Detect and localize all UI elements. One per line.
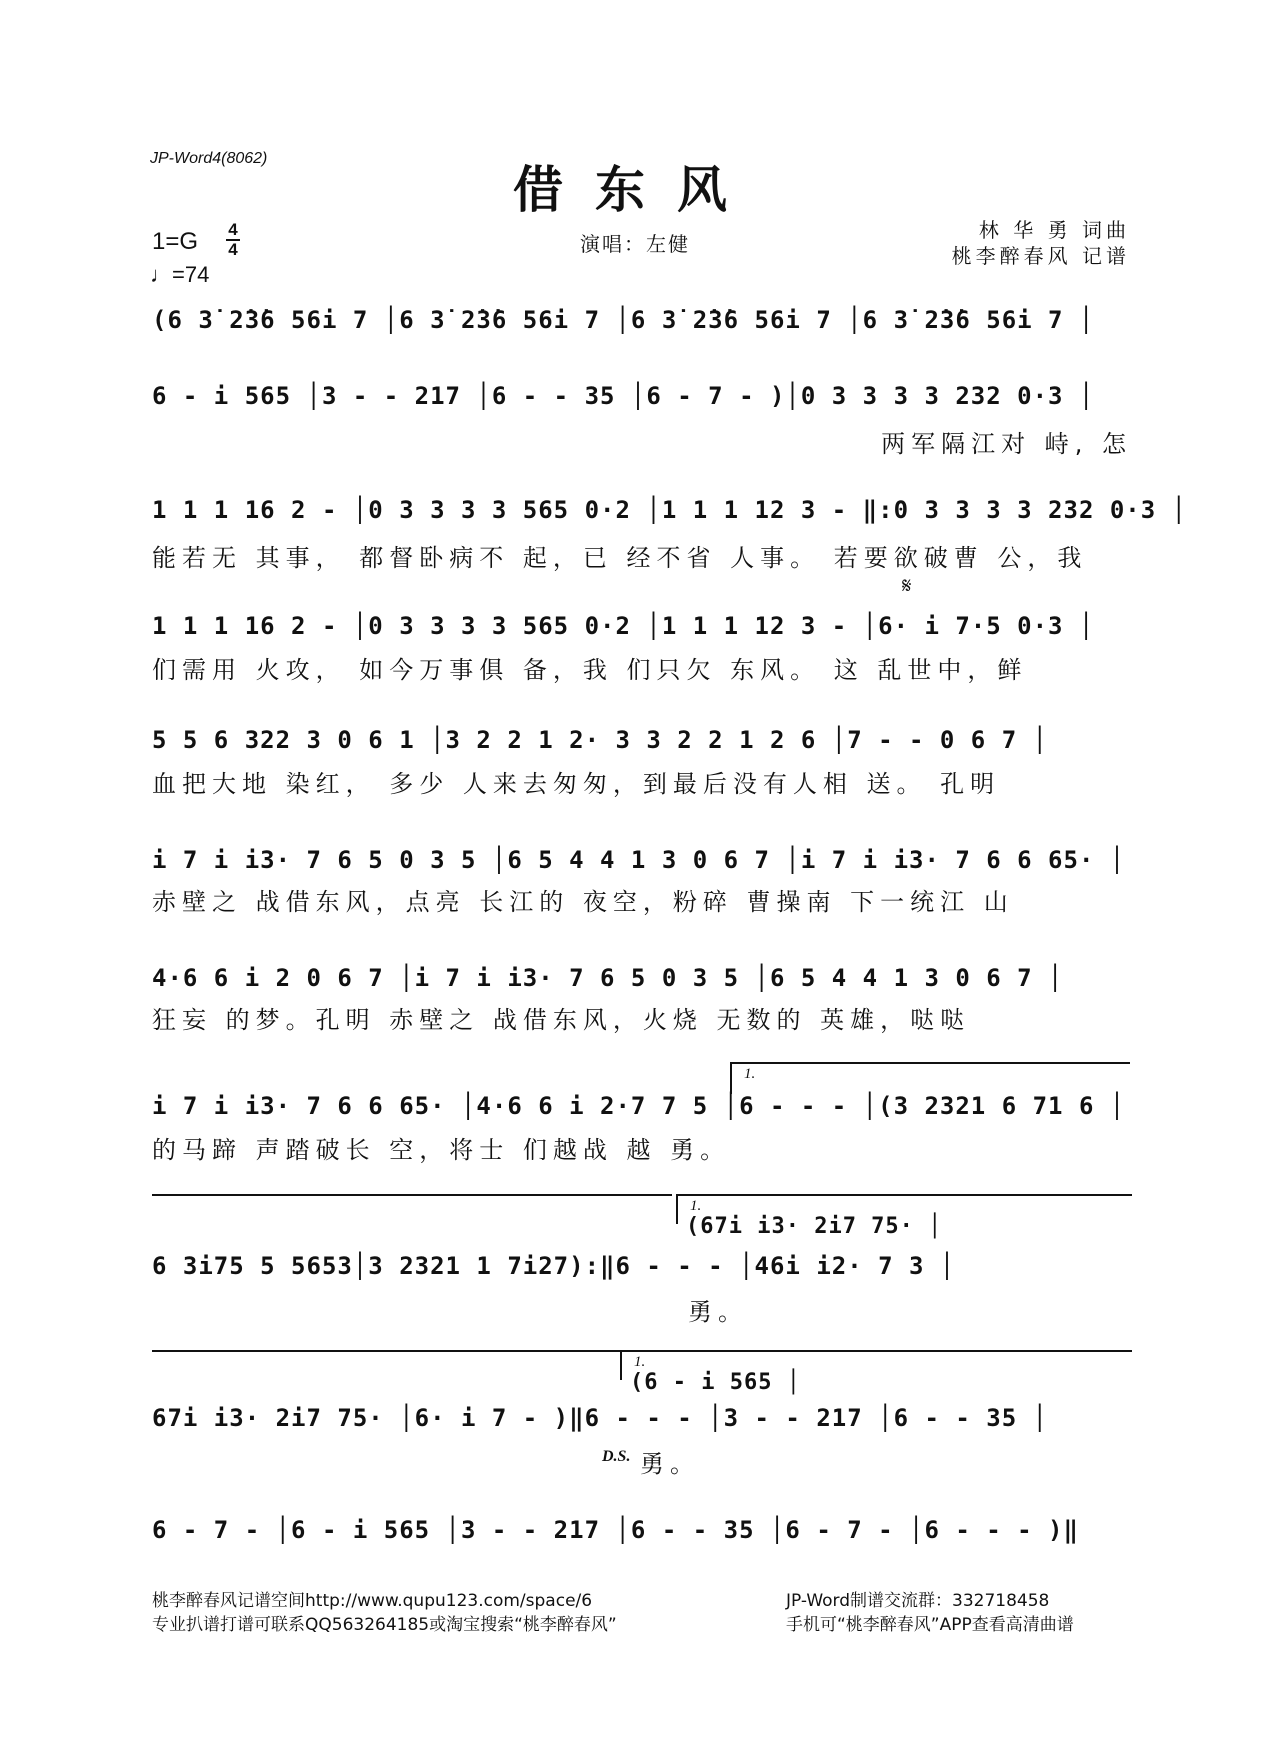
score-row-8-notes: i 7 i i3· 7 6 6 65· │4·6 6 i 2·7 7 5 │6 - - - │(3 2321 6 71 6 │	[152, 1092, 1126, 1120]
singer-credit: 演唱：左健	[580, 232, 690, 256]
score-row-3-lyrics: 能若无 其事， 都督卧病不 起，已 经不省 人事。 若要欲破曹 公，我	[152, 544, 1088, 572]
tempo-marking: ♩=74	[150, 262, 210, 287]
time-signature	[226, 222, 240, 258]
lyricist-composer-credit: 林 华 勇 词曲	[978, 218, 1130, 242]
score-row-9-lyrics: 勇。	[688, 1298, 748, 1326]
score-row-2-lyrics: 两军隔江对 峙, 怎	[881, 430, 1132, 458]
transcriber-credit: 桃李醉春风 记谱	[951, 244, 1130, 268]
first-ending-label-c: 1.	[634, 1354, 646, 1370]
song-title: 借东风	[513, 160, 759, 219]
ending-notes-b: (6 - i 565 │	[630, 1370, 801, 1395]
score-row-5-notes: 5 5 6 322 3 0 6 1 │3 2 2 1 2· 3 3 2 2 1 2 6 │7 - - 0 6 7 │	[152, 726, 1049, 754]
score-row-7-lyrics: 狂妄 的梦。孔明 赤壁之 战借东风，火烧 无数的 英雄，哒哒	[152, 1006, 971, 1034]
score-row-2-notes: 6 - i 565 │3 - - 217 │6 - - 35 │6 - 7 - )│0 3 3 3 3 232 0·3 │	[152, 382, 1095, 410]
ds-marking: D.S.	[602, 1448, 631, 1465]
score-row-10-notes: 67i i3· 2i7 75· │6· i 7 - )‖6 - - - │3 - - 217 │6 - - 35 │	[152, 1404, 1049, 1432]
score-row-3-notes: 1 1 1 16 2 - │0 3 3 3 3 565 0·2 │1 1 1 12 3 - ‖:0 3 3 3 3 232 0·3 │	[152, 496, 1188, 524]
score-row-1-notes: (6 3̇ 2̇3̇6 56i 7 │6 3̇ 2̇3̇6 56i 7 │6 3̇ 2̇3̇6 56i 7 │6 3̇ 2̇3̇6 56i 7 │	[152, 306, 1095, 334]
score-row-5-lyrics: 血把大地 染红， 多少 人来去匆匆，到最后没有人相 送。 孔明	[152, 770, 1001, 798]
score-row-4-lyrics: 们需用 火攻， 如今万事俱 备，我 们只欠 东风。 这 乱世中，鲜	[152, 656, 1028, 684]
footer-right-line-1: JP-Word制谱交流群：332718458	[786, 1591, 1050, 1611]
time-signature-bottom: 4	[228, 240, 238, 259]
score-row-10-lyrics: 勇。	[640, 1450, 700, 1478]
first-ending-label-a: 1.	[744, 1066, 756, 1082]
footer-left-line-1: 桃李醉春风记谱空间http://www.qupu123.com/space/6	[152, 1591, 593, 1611]
footer-right-line-2: 手机可“桃李醉春风”APP查看高清曲谱	[786, 1615, 1074, 1635]
score-row-7-notes: 4·6 6 i 2 0 6 7 │i 7 i i3· 7 6 5 0 3 5 │6 5 4 4 1 3 0 6 7 │	[152, 964, 1064, 992]
time-signature-top: 4	[228, 220, 238, 239]
segno-sign: 𝄋	[902, 574, 912, 599]
score-row-6-notes: i 7 i i3· 7 6 5 0 3 5 │6 5 4 4 1 3 0 6 7 │i 7 i i3· 7 6 6 65· │	[152, 846, 1126, 874]
score-row-8-lyrics: 的马蹄 声踏破长 空，将士 们越战 越 勇。	[152, 1136, 731, 1164]
score-row-4-notes: 1 1 1 16 2 - │0 3 3 3 3 565 0·2 │1 1 1 12 3 - │6· i 7·5 0·3 │	[152, 612, 1095, 640]
score-row-11-notes: 6 - 7 - │6 - i 565 │3 - - 217 │6 - - 35 │6 - 7 - │6 - - - )‖	[152, 1516, 1079, 1544]
score-row-6-lyrics: 赤壁之 战借东风，点亮 长江的 夜空，粉碎 曹操南 下一统江 山	[152, 888, 1014, 916]
key-signature: 1=G	[152, 228, 199, 255]
ending-notes-a: (67i i3· 2i7 75· │	[686, 1214, 943, 1239]
software-label: JP-Word4(8062)	[150, 150, 268, 167]
score-row-9-notes: 6 3i75 5 5653│3 2321 1 7i27):‖6 - - - │46i i2· 7 3 │	[152, 1252, 956, 1280]
footer-left-line-2: 专业扒谱打谱可联系QQ563264185或淘宝搜索“桃李醉春风”	[152, 1615, 617, 1635]
first-ending-label-b: 1.	[690, 1198, 702, 1214]
